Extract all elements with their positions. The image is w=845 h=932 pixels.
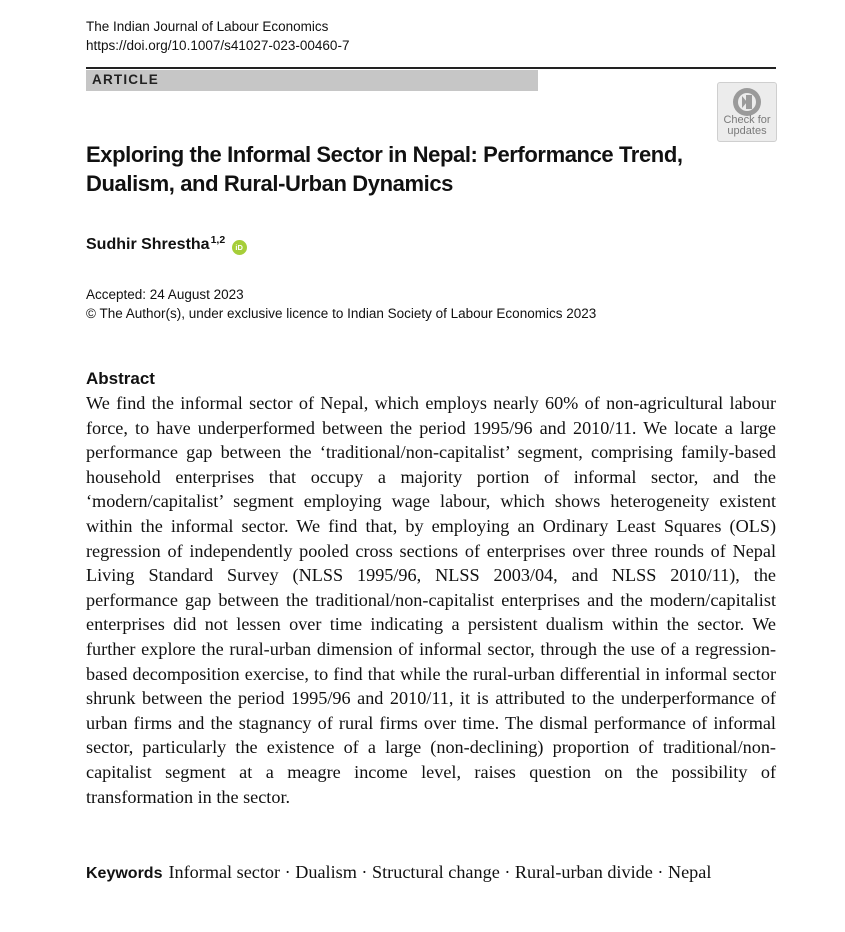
orcid-icon[interactable]: iD	[232, 240, 247, 255]
doi-link[interactable]: https://doi.org/10.1007/s41027-023-00460-7	[86, 38, 350, 53]
check-for-updates-text: Check for updates	[723, 114, 771, 137]
keywords-list: Informal sector · Dualism · Structural change · Rural-urban divide · Nepal	[168, 862, 712, 882]
keywords-label: Keywords	[86, 865, 163, 882]
author-name[interactable]: Sudhir Shrestha	[86, 236, 210, 253]
accepted-date: Accepted: 24 August 2023	[86, 287, 244, 302]
article-type-label: ARTICLE	[92, 72, 159, 87]
article-title: Exploring the Informal Sector in Nepal: Performance Trend, Dualism, and Rural-Urban Dynamics	[86, 142, 683, 196]
article-meta	[86, 285, 596, 323]
author-affiliations: 1,2	[210, 234, 226, 246]
journal-name: The Indian Journal of Labour Economics	[86, 19, 329, 34]
keywords-section	[86, 860, 776, 887]
article-type-bar	[86, 70, 538, 91]
author-line	[86, 229, 247, 256]
abstract-heading: Abstract	[86, 369, 155, 388]
journal-header	[86, 17, 349, 55]
abstract-text: We find the informal sector of Nepal, which employs nearly 60% of non-agricultural labour force, to have underperformed between the period 1995/96 and 2010/11. We locate a large performance gap between the ‘traditional/non-capitalist’ segment, comprising family-based household enterprises that occupy a majority portion of informal sector, and the ‘modern/capitalist’ segment employing wage labour, which shows heterogeneity existent within the informal sector. We find that, by employing an Ordinary Least Squares (OLS) regression of independently pooled cross sections of enterprises over three rounds of Nepal Living Standard Survey (NLSS 1995/96, NLSS 2003/04, and NLSS 2010/11), the performance gap between the traditional/non-capitalist enterprises and the modern/capitalist enterprises did not lessen over time indicating a persistent dualism within the sector. We further explore the rural-urban dimension of informal sector, through the use of a regression-based decomposition exercise, to find that while the rural-urban differential in informal sector shrunk between the period 1995/96 and 2010/11, it is attributed to the underperformance of urban firms and the stagnancy of rural firms over time. The dismal performance of informal sector, particularly the existence of a large (non-declining) proportion of traditional/non-capitalist segment at a meagre income level, raises question on the possibility of transformation in the sector.	[86, 393, 776, 807]
copyright-notice: © The Author(s), under exclusive licence to Indian Society of Labour Economics 2023	[86, 306, 597, 321]
header-rule	[86, 67, 776, 69]
check-for-updates-badge[interactable]	[717, 82, 777, 142]
